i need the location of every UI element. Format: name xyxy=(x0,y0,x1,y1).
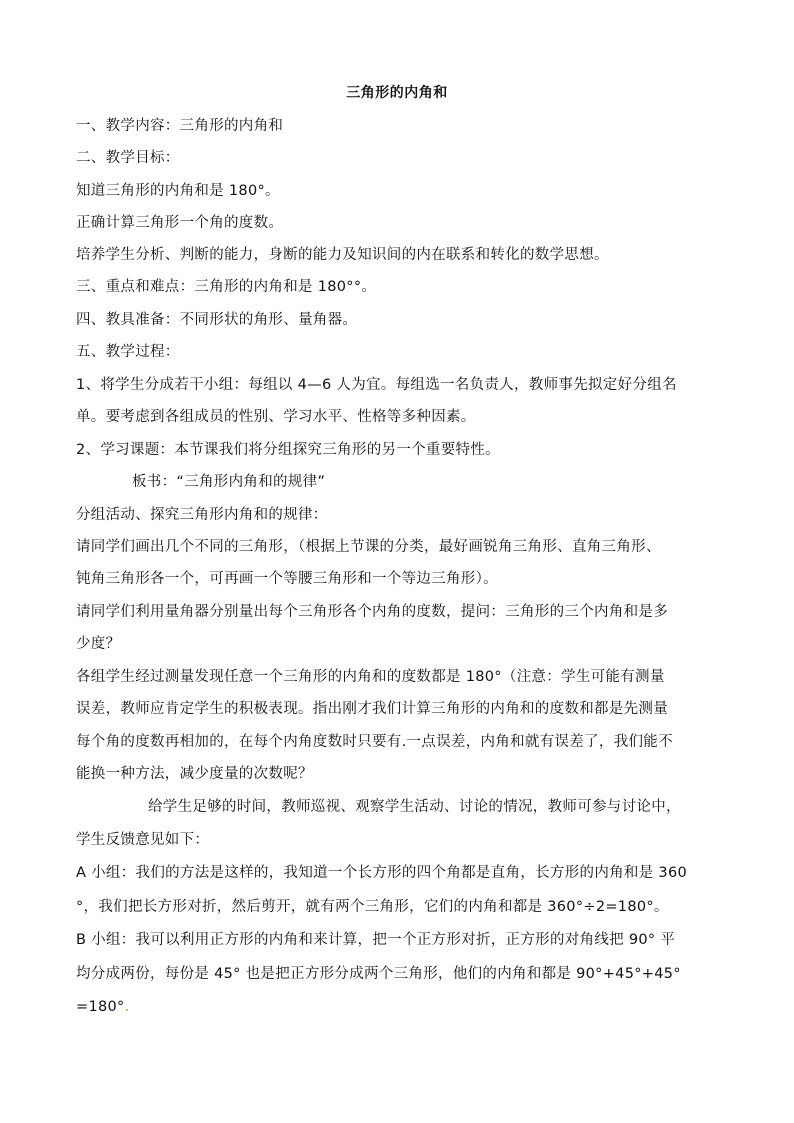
paragraph-line: 误差，教师应肯定学生的积极表现。指出刚才我们计算三角形的内角和的度数和都是先测量 xyxy=(76,701,668,717)
paragraph-line: 钝角三角形各一个，可再画一个等腰三角形和一个等边三角形）。 xyxy=(76,571,498,587)
paragraph-line-text: =180° xyxy=(76,999,125,1015)
section-heading-content: 一、教学内容：三角形的内角和 xyxy=(76,118,284,134)
paragraph-line: 正确计算三角形一个角的度数。 xyxy=(76,215,284,231)
paragraph-line: 每个角的度数再相加的，在每个内角度数时只要有.一点误差，内角和就有误差了，我们能不 xyxy=(76,734,673,750)
paragraph-line: 请同学们画出几个不同的三角形，（根据上节课的分类，最好画锐角三角形、直角三角形、 xyxy=(76,539,661,555)
paragraph-line: 1、将学生分成若干小组：每组以 4—6 人为宜。每组选一名负责人，教师事先拟定好分组名 xyxy=(76,377,677,393)
paragraph-line: °，我们把长方形对折，然后剪开，就有两个三角形，它们的内角和都是 360°÷2=180°。 xyxy=(76,899,669,915)
paragraph-line: A 小组：我们的方法是这样的，我知道一个长方形的四个角都是直角，长方形的内角和是 360 xyxy=(76,865,688,881)
section-heading-goals: 二、教学目标： xyxy=(76,150,180,166)
section-heading-key-points: 三、重点和难点：三角形的内角和是 180°°。 xyxy=(76,279,377,295)
paragraph-line xyxy=(76,997,130,1017)
paragraph-line: 2、学习课题：本节课我们将分组探究三角形的另一个重要特性。 xyxy=(76,442,500,458)
blackboard-line: 板书：“三角形内角和的规律” xyxy=(132,474,326,490)
document-title: 三角形的内角和 xyxy=(346,85,448,101)
paragraph-line: 少度？ xyxy=(76,636,121,652)
paragraph-line: 分组活动、探究三角形内角和的规律： xyxy=(76,507,328,523)
paragraph-line: 能换一种方法，减少度量的次数呢？ xyxy=(76,766,313,782)
paragraph-line: B 小组：我可以利用正方形的内角和来计算，把一个正方形对折，正方形的对角线把 90° 平 xyxy=(76,932,676,948)
section-heading-process: 五、教学过程： xyxy=(76,344,180,360)
section-heading-materials: 四、教具准备：不同形状的角形、量角器。 xyxy=(76,312,358,328)
paragraph-line: 培养学生分析、判断的能力，身断的能力及知识间的内在联系和转化的数学思想。 xyxy=(76,247,609,263)
paragraph-line: 单。要考虑到各组成员的性别、学习水平、性格等多种因素。 xyxy=(76,409,476,425)
paragraph-line: 均分成两份，每份是 45° 也是把正方形分成两个三角形，他们的内角和都是 90°+45°+45° xyxy=(76,966,681,982)
paragraph-line: 知道三角形的内角和是 180°。 xyxy=(76,183,280,199)
paragraph-line: 请同学们利用量角器分别量出每个三角形各个内角的度数，提问：三角形的三个内角和是多 xyxy=(76,604,668,620)
paragraph-line: 给学生足够的时间，教师巡视、观察学生活动、讨论的情况，教师可参与讨论中， xyxy=(148,799,681,815)
trailing-mark: . xyxy=(124,999,130,1015)
paragraph-line: 学生反馈意见如下： xyxy=(76,832,210,848)
paragraph-line: 各组学生经过测量发现任意一个三角形的内角和的度数都是 180°（注意：学生可能有测量 xyxy=(76,669,665,685)
